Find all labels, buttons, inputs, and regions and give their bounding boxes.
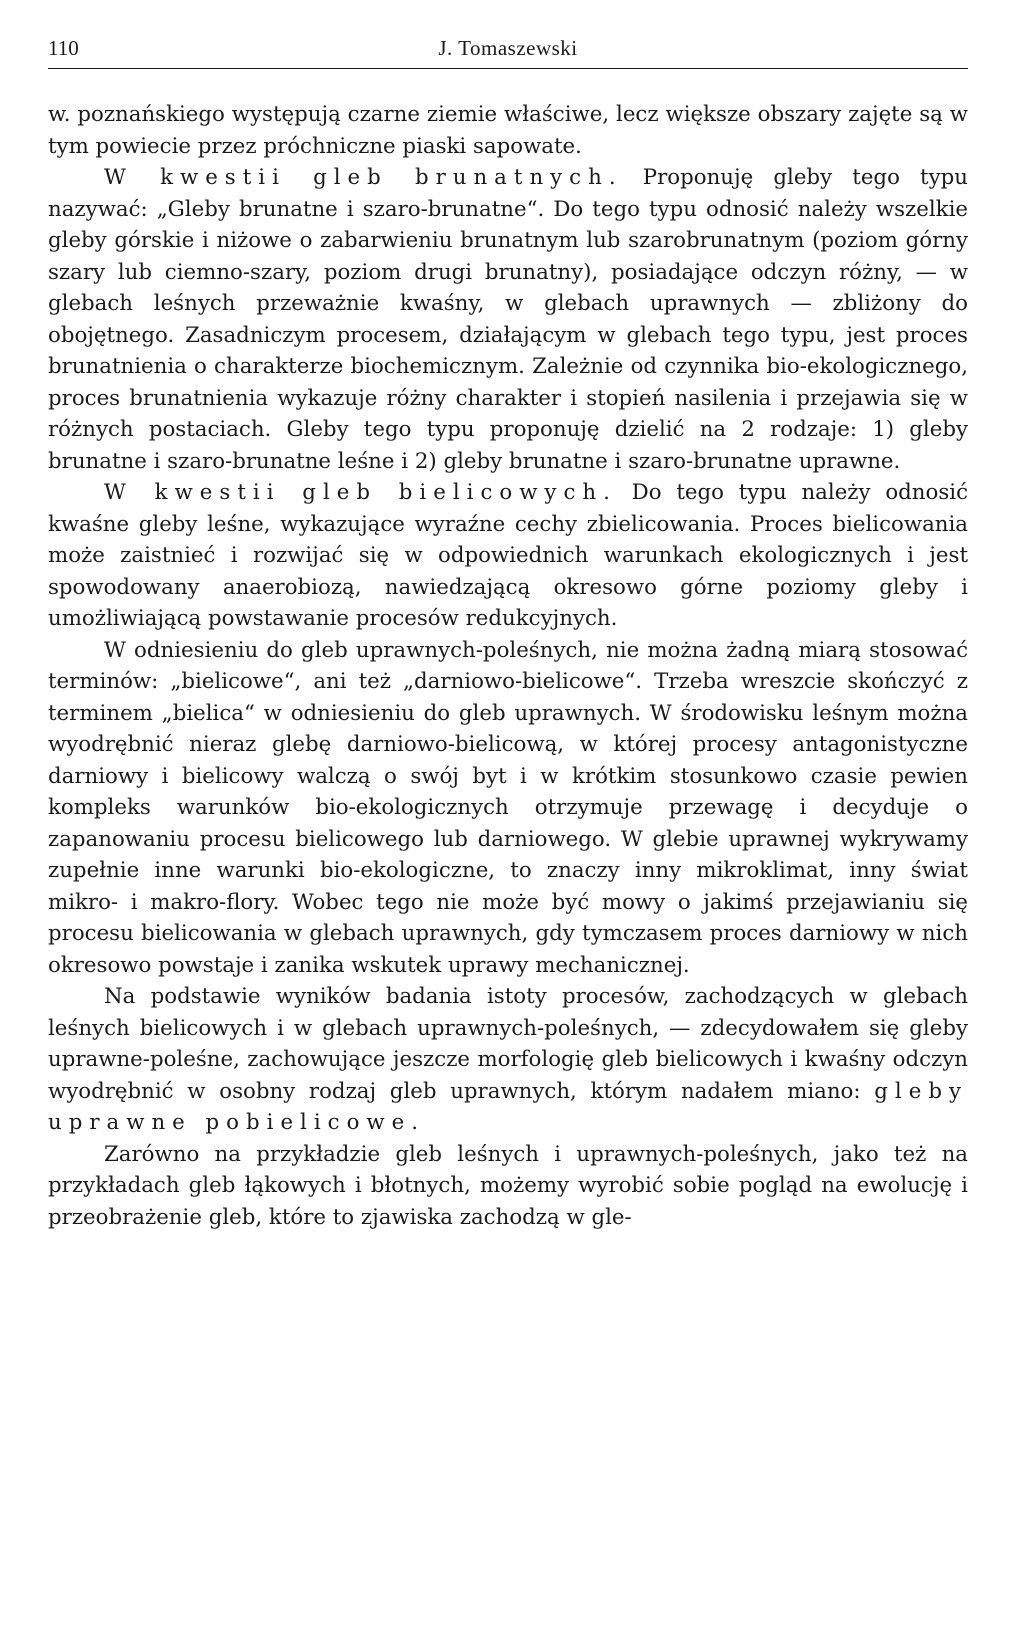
- emphasized-term: W kwestii gleb brunatnych.: [104, 165, 623, 190]
- running-title: J. Tomaszewski: [438, 36, 578, 60]
- paragraph-text: Zarówno na przykładzie gleb leśnych i uprawnych-poleśnych, jako też na przykładach gleb łąkowych i błotnych, możemy wyrobić sobie pogląd na ewolucję i przeobrażenie gleb, które to zjawiska zachodzą w gle-: [48, 1141, 968, 1230]
- emphasized-term: W kwestii gleb bielicowych.: [104, 480, 617, 505]
- body-text: [48, 99, 968, 1233]
- page-number: 110: [48, 36, 79, 60]
- paragraph: [48, 162, 968, 477]
- paragraph: [48, 477, 968, 635]
- emphasized-term: gleby uprawne pobielicowe.: [48, 1078, 968, 1135]
- paragraph: [48, 99, 968, 162]
- running-header: [48, 32, 968, 69]
- paragraph-text: Do tego typu należy odnosić kwaśne gleby leśne, wykazujące wyraźne cechy zbielicowania. Proces bielicowania może zaistnieć i rozwijać się w odpowiednich warunkach ekologicznych i jest spowodowany anaerobiozą, nawiedzającą okresowo górne poziomy gleby i umożliwiającą powstawanie procesów redukcyjnych.: [48, 480, 968, 631]
- paragraph-text: w. poznańskiego występują czarne ziemie właściwe, lecz większe obszary zajęte są w tym powiecie przez próchniczne piaski sapowate.: [48, 102, 968, 159]
- paragraph-text: W odniesieniu do gleb uprawnych-poleśnych, nie można żadną miarą stosować terminów: „bielicowe“, ani też „darniowo-bielicowe“. Trzeba wreszcie skończyć z terminem „bielica“ w odniesieniu do gleb uprawnych. W środowisku leśnym można wyodrębnić nieraz glebę darniowo-bielicową, w której procesy antagonistyczne darniowy i bielicowy walczą o swój byt i w krótkim stosunkowo czasie pewien kompleks warunków bio-ekologicznych otrzymuje przewagę i decyduje o zapanowaniu procesu bielicowego lub darniowego. W glebie uprawnej wykrywamy zupełnie inne warunki bio-ekologiczne, to znaczy inny mikroklimat, inny świat mikro- i makro-flory. Wobec tego nie może być mowy o jakimś przejawianiu się procesu bielicowania w glebach uprawnych, gdy tymczasem proces darniowy w nich okresowo powstaje i zanika wskutek uprawy mechanicznej.: [48, 637, 968, 978]
- paragraph-text: Na podstawie wyników badania istoty procesów, zachodzących w glebach leśnych bielicowych i w glebach uprawnych-poleśnych, — zdecydowałem się gleby uprawne-poleśne, zachowujące jeszcze morfologię gleb bielicowych i kwaśny odczyn wyodrębnić w osobny rodzaj gleb uprawnych, którym nadałem miano:: [48, 984, 968, 1104]
- paragraph: [48, 635, 968, 982]
- paragraph: [48, 981, 968, 1139]
- paragraph-text: Proponuję gleby tego typu nazywać: „Gleby brunatne i szaro-brunatne“. Do tego typu odnosić należy wszelkie gleby górskie i niżowe o zabarwieniu brunatnym lub szarobrunatnym (poziom górny szary lub ciemno-szary, poziom drugi brunatny), posiadające odczyn różny, — w glebach leśnych przeważnie kwaśny, w glebach uprawnych — zbliżony do obojętnego. Zasadniczym procesem, działającym w glebach tego typu, jest proces brunatnienia o charakterze biochemicznym. Zależnie od czynnika bio-ekologicznego, proces brunatnienia wykazuje różny charakter i stopień nasilenia i przejawia się w różnych postaciach. Gleby tego typu proponuję dzielić na 2 rodzaje: 1) gleby brunatne i szaro-brunatne leśne i 2) gleby brunatne i szaro-brunatne uprawne.: [48, 165, 968, 474]
- document-page: [48, 32, 968, 1233]
- paragraph: [48, 1139, 968, 1234]
